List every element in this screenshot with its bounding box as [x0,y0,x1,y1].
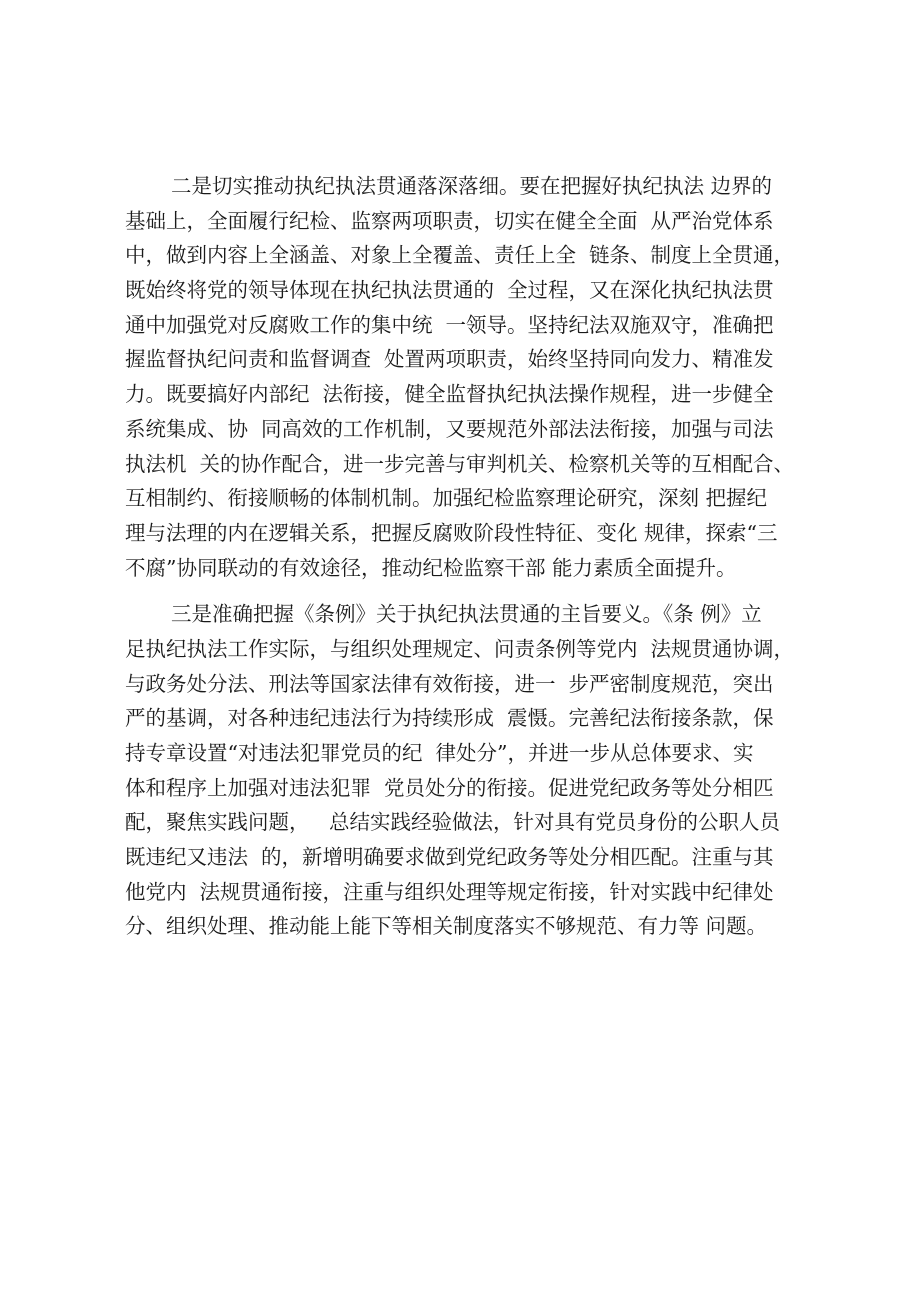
text-line: 足执纪执法工作实际，与组织处理规定、问责条例等党内 法规贯通协调， [125,636,795,661]
text-line: 执法机 关的协作配合，进一步完善与审判机关、检察机关等的互相配合、 [125,451,795,476]
text-line: 持专章设置“对违法犯罪党员的纪 律处分”，并进一步从总体要求、实 [125,741,754,765]
text-line: 他党内 法规贯通衔接，注重与组织处理等规定衔接，针对实践中纪律处 [125,879,774,904]
paragraph-execution-integration [125,169,825,585]
text-line: 系统集成、协 同高效的工作机制，又要规范外部法法衔接，加强与司法 [125,416,774,441]
text-line: 中，做到内容上全涵盖、对象上全覆盖、责任上全 链条、制度上全贯通， [125,243,795,268]
text-line: 二是切实推动执纪执法贯通落深落细。要在把握好执纪执法 边界的 [171,174,773,198]
text-line: 通中加强党对反腐败工作的集中统 一领导。坚持纪法双施双守，准确把 [125,312,774,337]
text-line: 与政务处分法、刑法等国家法律有效衔接，进一 步严密制度规范，突出 [125,671,774,696]
text-line: 力。既要搞好内部纪 法衔接，健全监督执纪执法操作规程，进一步健全 [125,382,774,407]
text-line: 理与法理的内在逻辑关系，把握反腐败阶段性特征、变化 规律，探索“三 [125,520,778,545]
text-line: 三是准确把握《条例》关于执纪执法贯通的主旨要义。《条 例》立 [171,602,762,627]
document-body [125,169,825,944]
text-line: 体和程序上加强对违法犯罪 党员处分的衔接。促进党纪政务等处分相匹 [125,775,774,800]
text-line: 既违纪又违法 的，新增明确要求做到党纪政务等处分相匹配。注重与其 [125,845,774,870]
text-line: 不腐”协同联动的有效途径，推动纪检监察干部 能力素质全面提升。 [125,555,737,580]
paragraph-regulation-essentials [125,597,825,944]
text-line: 配，聚焦实践问题， 总结实践经验做法，针对具有党员身份的公职人员 [125,810,781,835]
paragraph-spacer [125,585,825,597]
text-line: 严的基调，对各种违纪违法行为持续形成 震慑。完善纪法衔接条款，保 [125,706,774,731]
text-line: 既始终将党的领导体现在执纪执法贯通的 全过程，又在深化执纪执法贯 [125,278,774,303]
text-line: 基础上，全面履行纪检、监察两项职责，切实在健全全面 从严治党体系 [125,208,774,233]
text-line: 分、组织处理、推动能上能下等相关制度落实不够规范、有力等 问题。 [125,914,768,939]
text-line: 握监督执纪问责和监督调查 处置两项职责，始终坚持同向发力、精准发 [125,347,774,372]
text-line: 互相制约、衔接顺畅的体制机制。加强纪检监察理论研究，深刻 把握纪 [125,486,768,511]
